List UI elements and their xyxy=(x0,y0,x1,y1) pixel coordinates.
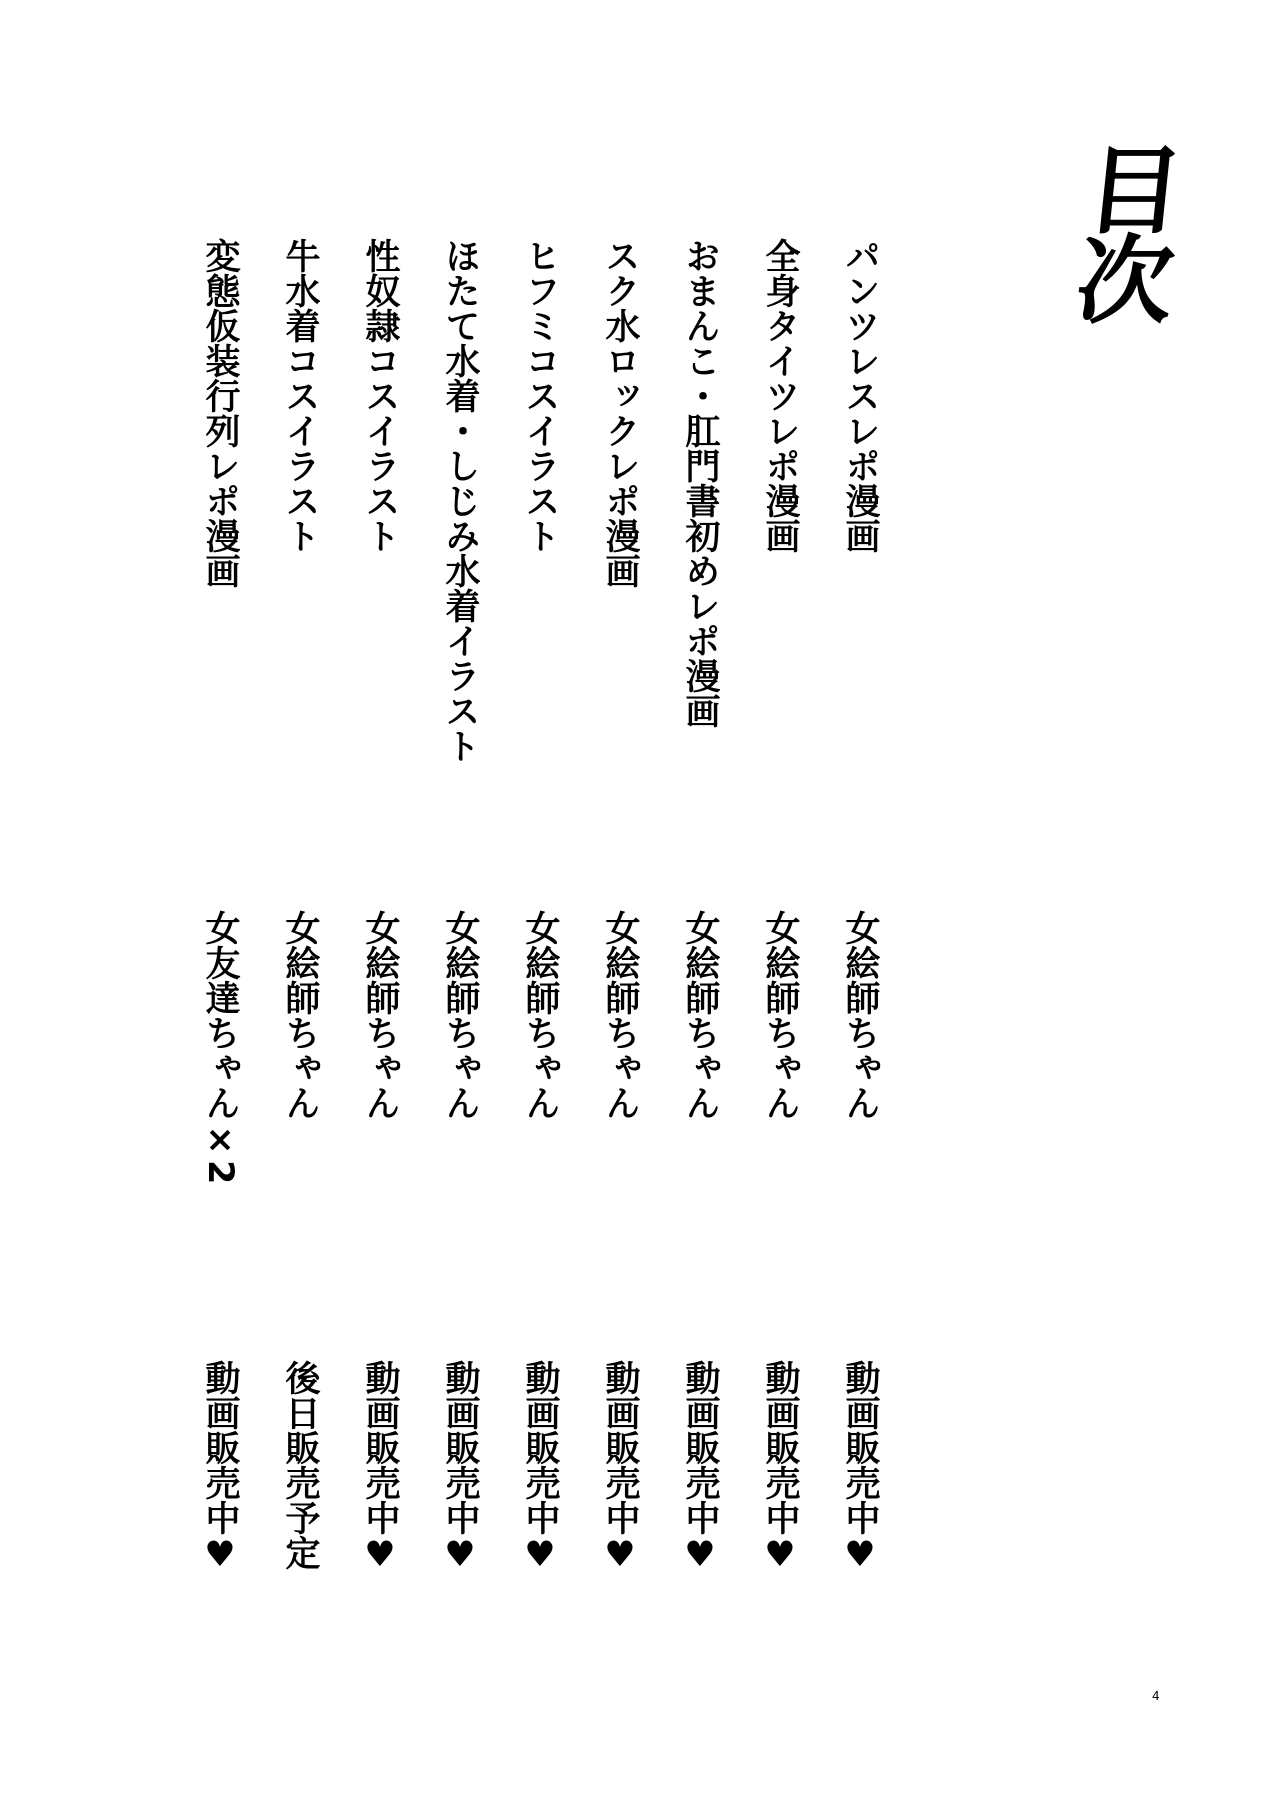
toc-entry-author: 女絵師ちゃん xyxy=(360,910,400,1120)
toc-entry-author: 女絵師ちゃん xyxy=(600,910,640,1120)
toc-entry-author: 女友達ちゃん×2 xyxy=(200,910,240,1185)
toc-entry-title: パンツレスレポ漫画 xyxy=(840,238,880,553)
toc-entry-status: 動画販売中♥ xyxy=(840,1360,880,1575)
toc-entry-status: 動画販売中♥ xyxy=(520,1360,560,1575)
toc-entry-title: 牛水着コスイラスト xyxy=(280,238,320,553)
toc-entry-author: 女絵師ちゃん xyxy=(280,910,320,1120)
toc-entry-title: 全身タイツレポ漫画 xyxy=(760,238,800,553)
toc-entry-title: ほたて水着・しじみ水着イラスト xyxy=(440,238,480,763)
toc-entry-status: 動画販売中♥ xyxy=(200,1360,240,1575)
toc-entry-title: 変態仮装行列レポ漫画 xyxy=(200,238,240,588)
toc-entry-author: 女絵師ちゃん xyxy=(520,910,560,1120)
toc-entry-title: 性奴隷コスイラスト xyxy=(360,238,400,553)
toc-entry-author: 女絵師ちゃん xyxy=(840,910,880,1120)
toc-entry-author: 女絵師ちゃん xyxy=(680,910,720,1120)
toc-entry-author: 女絵師ちゃん xyxy=(760,910,800,1120)
toc-entry-title: スク水ロックレポ漫画 xyxy=(600,238,640,588)
toc-heading: 目次 xyxy=(1057,140,1190,320)
toc-entry-title: おまんこ・肛門書初めレポ漫画 xyxy=(680,238,720,728)
toc-entry-status: 後日販売予定 xyxy=(280,1360,320,1570)
toc-entry-status: 動画販売中♥ xyxy=(600,1360,640,1575)
toc-entry-author: 女絵師ちゃん xyxy=(440,910,480,1120)
page-number: 4 xyxy=(1152,1689,1160,1703)
toc-entry-title: ヒフミコスイラスト xyxy=(520,238,560,553)
toc-entry-status: 動画販売中♥ xyxy=(360,1360,400,1575)
toc-entry-status: 動画販売中♥ xyxy=(760,1360,800,1575)
toc-entry-status: 動画販売中♥ xyxy=(440,1360,480,1575)
toc-entry-status: 動画販売中♥ xyxy=(680,1360,720,1575)
